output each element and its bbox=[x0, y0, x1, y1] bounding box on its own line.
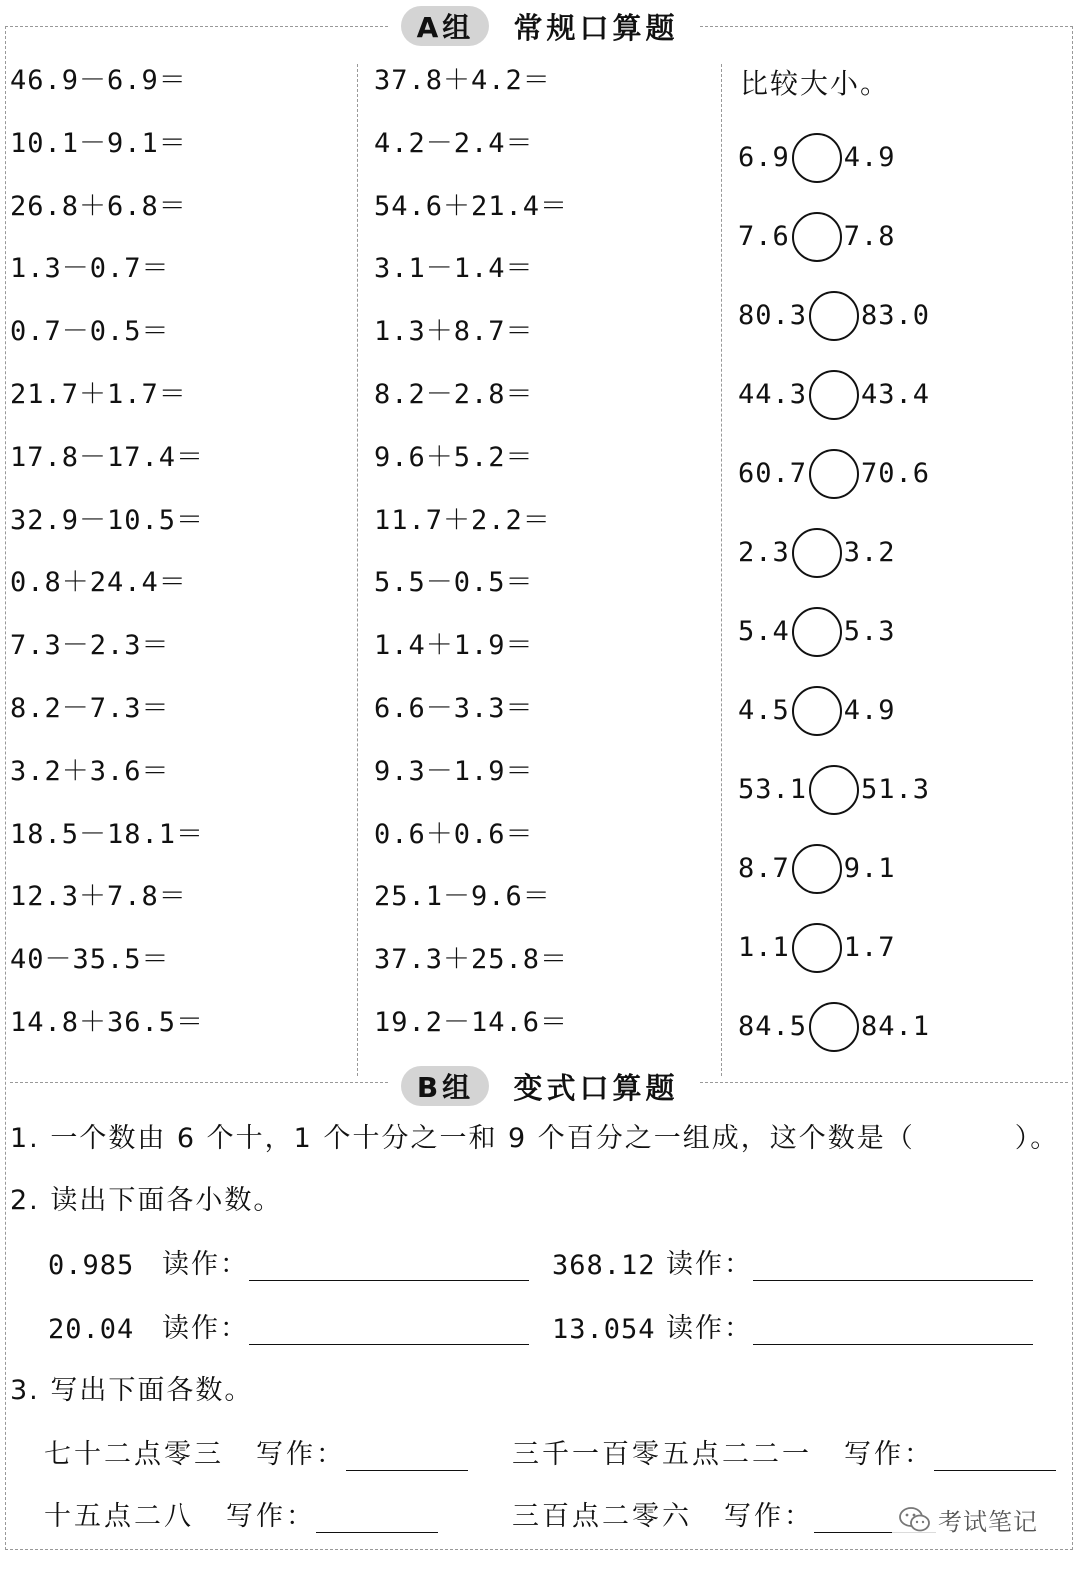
answer-circle[interactable] bbox=[809, 1002, 859, 1052]
arithmetic-problem: 25.1－9.6＝ bbox=[374, 881, 551, 913]
answer-circle[interactable] bbox=[809, 291, 859, 341]
compare-left: 6.9 bbox=[738, 142, 790, 173]
compare-right: 4.9 bbox=[843, 142, 896, 173]
problem-column-2 bbox=[374, 58, 568, 1063]
answer-line[interactable] bbox=[346, 1441, 468, 1471]
compare-row bbox=[738, 197, 930, 276]
arithmetic-problem: 3.1－1.4＝ bbox=[374, 253, 534, 285]
compare-row bbox=[738, 750, 930, 829]
section-a-header bbox=[0, 2, 1080, 50]
section-b-header bbox=[0, 1062, 1080, 1110]
compare-row bbox=[738, 829, 930, 908]
arithmetic-problem: 14.8＋36.5＝ bbox=[10, 1006, 205, 1038]
compare-left: 80.3 bbox=[738, 300, 808, 331]
arithmetic-problem: 26.8＋6.8＝ bbox=[10, 190, 187, 222]
question-1 bbox=[10, 1116, 1059, 1155]
arithmetic-problem: 0.6＋0.6＝ bbox=[374, 818, 534, 850]
arithmetic-problem: 9.3－1.9＝ bbox=[374, 755, 534, 787]
compare-row bbox=[738, 118, 930, 197]
compare-row bbox=[738, 434, 930, 513]
arithmetic-problem: 0.7－0.5＝ bbox=[10, 316, 170, 348]
write-label: 写作： bbox=[226, 1501, 316, 1532]
answer-line[interactable] bbox=[934, 1441, 1056, 1471]
compare-left: 5.4 bbox=[738, 616, 790, 647]
compare-left: 44.3 bbox=[738, 379, 808, 410]
arithmetic-problem: 12.3＋7.8＝ bbox=[10, 881, 187, 913]
compare-row bbox=[738, 592, 930, 671]
write-item bbox=[44, 1432, 468, 1471]
arithmetic-problem: 6.6－3.3＝ bbox=[374, 692, 534, 724]
arithmetic-problem: 54.6＋21.4＝ bbox=[374, 190, 569, 222]
write-item bbox=[44, 1494, 438, 1533]
read-label: 读作： bbox=[666, 1313, 753, 1344]
compare-left: 60.7 bbox=[738, 458, 808, 489]
compare-right: 1.7 bbox=[843, 932, 896, 963]
arithmetic-problem: 9.6＋5.2＝ bbox=[374, 441, 534, 473]
chinese-number: 三千一百零五点二二一 bbox=[512, 1439, 812, 1470]
arithmetic-problem: 0.8＋24.4＝ bbox=[10, 567, 187, 599]
question-1-text: 1. 一个数由 6 个十，1 个十分之一和 9 个百分之一组成，这个数是（ bbox=[10, 1123, 915, 1154]
answer-circle[interactable] bbox=[809, 765, 859, 815]
arithmetic-problem: 11.7＋2.2＝ bbox=[374, 504, 551, 536]
arithmetic-problem: 18.5－18.1＝ bbox=[10, 818, 205, 850]
compare-right: 3.2 bbox=[843, 537, 896, 568]
answer-line[interactable] bbox=[249, 1315, 529, 1345]
compare-right: 4.9 bbox=[843, 695, 896, 726]
arithmetic-problem: 5.5－0.5＝ bbox=[374, 567, 534, 599]
answer-circle[interactable] bbox=[809, 370, 859, 420]
compare-row bbox=[738, 355, 930, 434]
arithmetic-problem: 8.2－7.3＝ bbox=[10, 692, 170, 724]
read-item bbox=[552, 1242, 1033, 1281]
arithmetic-problem: 46.9－6.9＝ bbox=[10, 65, 187, 96]
read-item bbox=[552, 1306, 1033, 1345]
write-label: 写作： bbox=[256, 1439, 346, 1470]
compare-left: 53.1 bbox=[738, 774, 808, 805]
arithmetic-problem: 32.9－10.5＝ bbox=[10, 504, 205, 536]
chinese-number: 七十二点零三 bbox=[44, 1439, 224, 1470]
write-item bbox=[512, 1494, 936, 1533]
compare-right: 51.3 bbox=[861, 774, 931, 805]
compare-row bbox=[738, 671, 930, 750]
read-item bbox=[48, 1306, 529, 1345]
arithmetic-problem: 1.4＋1.9＝ bbox=[374, 630, 534, 662]
decimal-number: 0.985 bbox=[48, 1250, 135, 1281]
arithmetic-problem: 21.7＋1.7＝ bbox=[10, 378, 187, 410]
arithmetic-problem: 19.2－14.6＝ bbox=[374, 1006, 569, 1038]
column-divider bbox=[357, 64, 358, 1076]
question-2-text: 2. 读出下面各小数。 bbox=[10, 1185, 283, 1216]
answer-line[interactable] bbox=[753, 1315, 1033, 1345]
section-a-badge: A组 bbox=[401, 6, 489, 46]
compare-list bbox=[738, 118, 930, 1066]
column-divider bbox=[721, 64, 722, 1076]
write-label: 写作： bbox=[844, 1439, 934, 1470]
compare-title: 比较大小。 bbox=[740, 67, 891, 100]
question-1-suffix: ）。 bbox=[1014, 1123, 1060, 1154]
answer-circle[interactable] bbox=[809, 449, 859, 499]
compare-left: 7.6 bbox=[738, 221, 790, 252]
answer-circle[interactable] bbox=[792, 923, 842, 973]
answer-circle[interactable] bbox=[792, 607, 842, 657]
write-item bbox=[512, 1432, 1056, 1471]
compare-row bbox=[738, 987, 930, 1066]
arithmetic-problem: 37.3＋25.8＝ bbox=[374, 944, 569, 976]
arithmetic-problem: 10.1－9.1＝ bbox=[10, 127, 187, 159]
compare-right: 9.1 bbox=[843, 853, 896, 884]
answer-line[interactable] bbox=[753, 1251, 1033, 1281]
compare-left: 1.1 bbox=[738, 932, 790, 963]
arithmetic-problem: 3.2＋3.6＝ bbox=[10, 755, 170, 787]
read-item bbox=[48, 1242, 529, 1281]
compare-right: 43.4 bbox=[861, 379, 931, 410]
read-label: 读作： bbox=[666, 1249, 753, 1280]
answer-circle[interactable] bbox=[792, 686, 842, 736]
arithmetic-problem: 7.3－2.3＝ bbox=[10, 630, 170, 662]
read-label: 读作： bbox=[162, 1249, 249, 1280]
answer-circle[interactable] bbox=[792, 528, 842, 578]
compare-row bbox=[738, 908, 930, 987]
compare-right: 70.6 bbox=[861, 458, 931, 489]
compare-right: 83.0 bbox=[861, 300, 931, 331]
chinese-number: 三百点二零六 bbox=[512, 1501, 692, 1532]
compare-row bbox=[738, 276, 930, 355]
compare-left: 8.7 bbox=[738, 853, 790, 884]
arithmetic-problem: 17.8－17.4＝ bbox=[10, 441, 205, 473]
compare-right: 84.1 bbox=[861, 1011, 931, 1042]
compare-left: 84.5 bbox=[738, 1011, 808, 1042]
decimal-number: 20.04 bbox=[48, 1314, 135, 1345]
decimal-number: 368.12 bbox=[552, 1250, 656, 1281]
answer-line[interactable] bbox=[249, 1251, 529, 1281]
section-b-title: 变式口算题 bbox=[513, 1070, 679, 1105]
arithmetic-problem: 40－35.5＝ bbox=[10, 944, 170, 976]
watermark bbox=[892, 1500, 1044, 1539]
arithmetic-problem: 1.3－0.7＝ bbox=[10, 253, 170, 285]
compare-right: 7.8 bbox=[843, 221, 896, 252]
answer-line[interactable] bbox=[316, 1503, 438, 1533]
arithmetic-problem: 1.3＋8.7＝ bbox=[374, 316, 534, 348]
answer-circle[interactable] bbox=[792, 844, 842, 894]
compare-left: 2.3 bbox=[738, 537, 790, 568]
compare-right: 5.3 bbox=[843, 616, 896, 647]
section-a-title: 常规口算题 bbox=[513, 10, 679, 45]
read-label: 读作： bbox=[162, 1313, 249, 1344]
write-label: 写作： bbox=[724, 1501, 814, 1532]
arithmetic-problem: 37.8＋4.2＝ bbox=[374, 65, 551, 96]
answer-circle[interactable] bbox=[792, 133, 842, 183]
decimal-number: 13.054 bbox=[552, 1314, 656, 1345]
watermark-text: 考试笔记 bbox=[938, 1508, 1038, 1536]
arithmetic-problem: 8.2－2.8＝ bbox=[374, 378, 534, 410]
section-b-badge: B组 bbox=[401, 1066, 489, 1106]
chinese-number: 十五点二八 bbox=[44, 1501, 194, 1532]
question-3-text: 3. 写出下面各数。 bbox=[10, 1375, 254, 1406]
arithmetic-problem: 4.2－2.4＝ bbox=[374, 127, 534, 159]
problem-column-1 bbox=[10, 58, 204, 1063]
answer-circle[interactable] bbox=[792, 212, 842, 262]
wechat-icon bbox=[898, 1506, 932, 1534]
compare-left: 4.5 bbox=[738, 695, 790, 726]
compare-row bbox=[738, 513, 930, 592]
